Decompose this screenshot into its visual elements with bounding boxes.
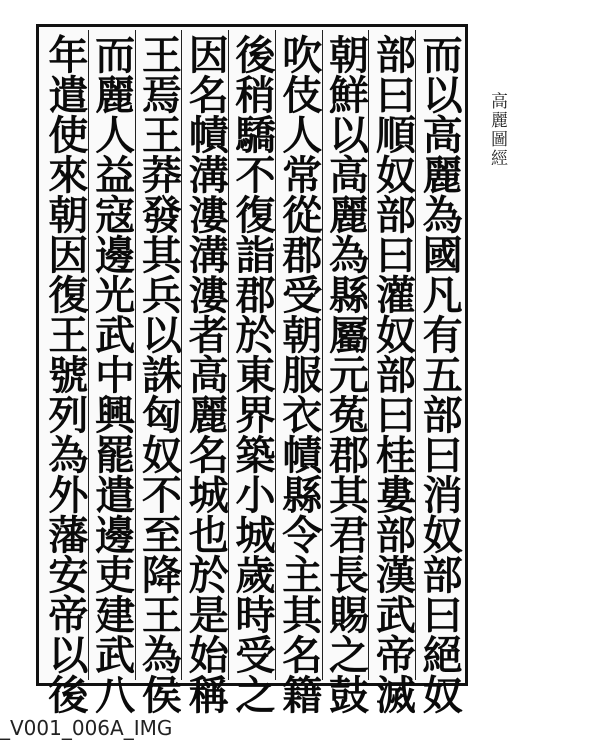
text-column-3 [322,30,370,714]
text-column-9 [41,30,89,714]
column-text: 王焉王莽發其兵以誅匈奴不至降王為侯 [135,34,183,714]
text-column-5 [228,30,276,714]
margin-title: 高麗圖經 [487,92,507,168]
image-filename-label: _V001_006A_IMG [0,716,173,740]
text-column-4 [275,30,323,714]
column-text: 部曰順奴部曰灌奴部曰桂婁部漢武帝滅 [369,34,417,714]
text-column-7 [135,30,183,714]
column-text: 年遣使來朝因復王號列為外藩安帝以後 [41,34,89,714]
text-column-1 [415,30,464,714]
column-text: 吹伎人常從郡受朝服衣幘縣令主其名籍 [275,34,323,714]
text-columns [41,30,464,714]
column-text: 而麗人益寇邊光武中興罷遣邊吏建武八 [88,34,136,714]
column-text: 後稍驕不復詣郡於東界築小城歲時受之 [228,34,276,714]
column-text: 朝鮮以高麗為縣屬元菟郡其君長賜之鼓 [322,34,370,714]
column-text: 因名幘溝漊溝漊者高麗名城也於是始稱 [182,34,230,714]
text-column-2 [368,30,417,714]
text-column-6 [181,30,230,714]
text-column-8 [88,30,136,714]
column-text: 而以高麗為國凡有五部曰消奴部曰絕奴 [416,34,464,714]
page-frame [36,24,468,714]
